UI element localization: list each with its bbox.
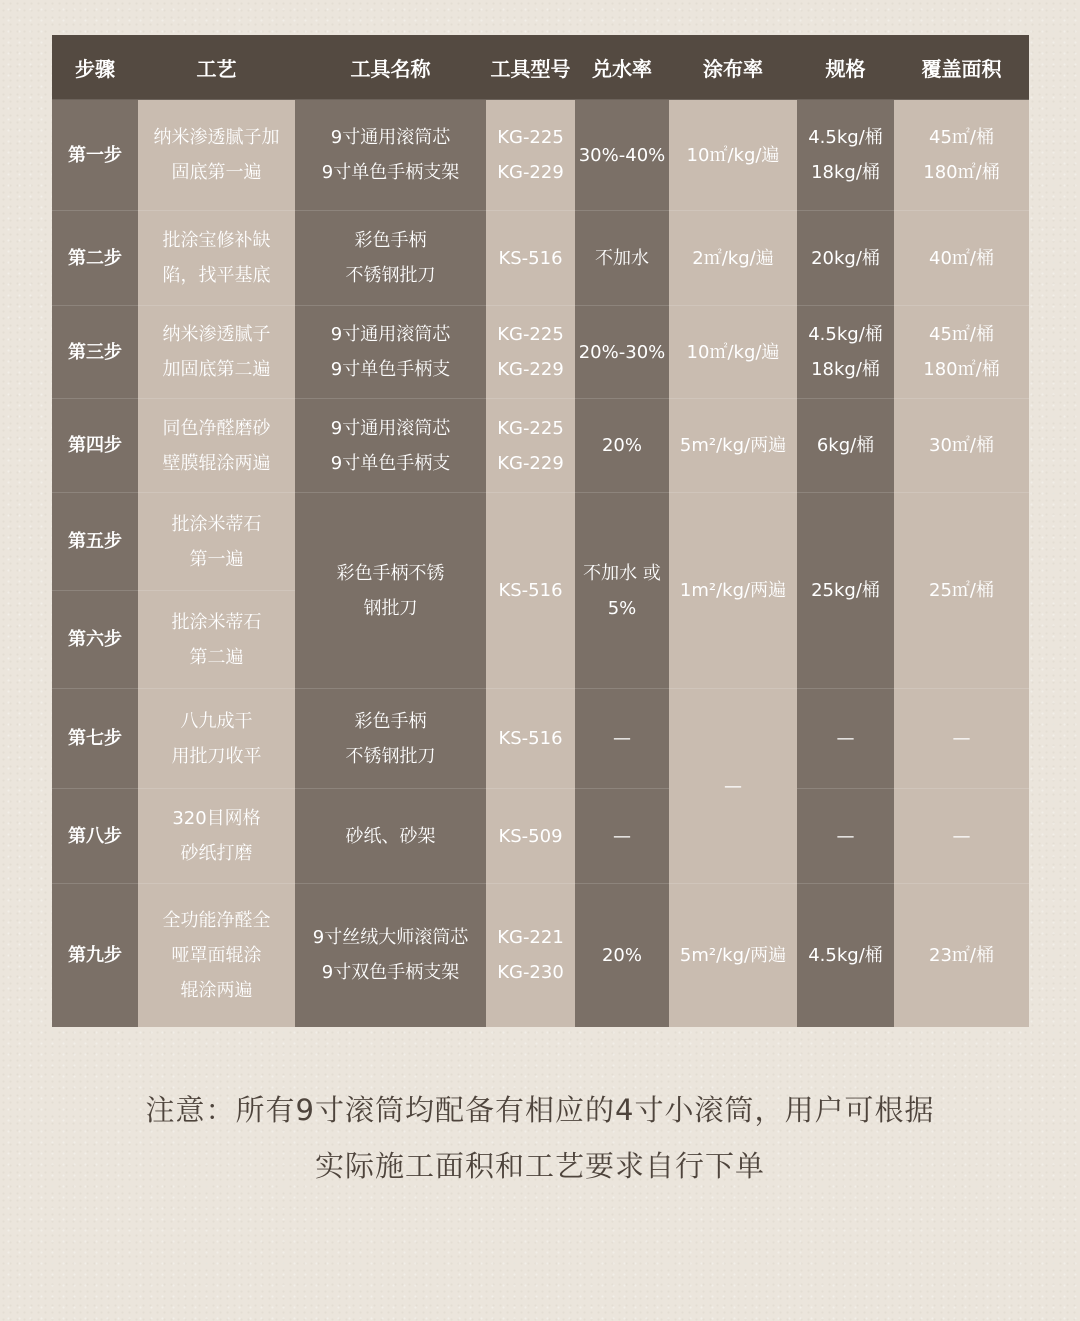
process-line: 纳米渗透腻子 [162, 324, 271, 345]
tool-line: 9寸单色手柄支架 [321, 162, 460, 183]
spec-cell: 6kg/桶 [797, 399, 894, 493]
step-cell: 第二步 [52, 211, 138, 306]
process-line: 辊涂两遍 [180, 979, 253, 1001]
spec-cell [797, 100, 894, 211]
water-cell: 30%-40% [575, 100, 669, 211]
table-row [52, 306, 1029, 399]
table-row [52, 493, 1029, 591]
header-step: 步骤 [52, 35, 138, 100]
tool-line: 彩色手柄不锈 [336, 562, 445, 584]
step-cell: 第八步 [52, 789, 138, 884]
table-row [52, 789, 1029, 884]
table-row [52, 689, 1029, 789]
tool-line: 不锈钢批刀 [345, 265, 436, 286]
spec-cell: — [797, 789, 894, 884]
tool-cell: 砂纸、砂架 [295, 789, 486, 884]
header-process: 工艺 [138, 35, 295, 100]
tool-line: 彩色手柄 [354, 230, 427, 251]
model-line: KG-221 [497, 927, 564, 949]
water-cell: 20% [575, 399, 669, 493]
area-cell [894, 100, 1029, 211]
tool-line: 9寸通用滚筒芯 [330, 324, 451, 345]
tool-line: 彩色手柄 [354, 710, 427, 732]
tool-cell [295, 399, 486, 493]
tool-line: 9寸丝绒大师滚筒芯 [312, 927, 469, 949]
tool-cell [295, 493, 486, 689]
step-cell: 第七步 [52, 689, 138, 789]
spec-cell: 4.5kg/桶 [797, 884, 894, 1027]
table-row [52, 884, 1029, 1027]
process-line: 第一遍 [189, 548, 244, 570]
rate-cell: 5m²/kg/两遍 [669, 884, 797, 1027]
model-cell [486, 306, 575, 399]
step-cell: 第九步 [52, 884, 138, 1027]
model-line: KG-225 [497, 127, 564, 148]
model-line: KG-230 [497, 962, 564, 984]
area-line: 180㎡/桶 [923, 162, 1000, 183]
spec-line: 18kg/桶 [811, 359, 880, 380]
area-cell: 25㎡/桶 [894, 493, 1029, 689]
note-line: 实际施工面积和工艺要求自行下单 [314, 1149, 765, 1183]
header-coverage-rate: 涂布率 [669, 35, 797, 100]
tool-cell [295, 100, 486, 211]
water-cell: — [575, 789, 669, 884]
area-cell: 23㎡/桶 [894, 884, 1029, 1027]
water-cell: — [575, 689, 669, 789]
tool-line: 9寸通用滚筒芯 [330, 417, 451, 439]
model-cell: KS-516 [486, 493, 575, 689]
rate-cell: 1m²/kg/两遍 [669, 493, 797, 689]
model-cell [486, 884, 575, 1027]
model-line: KG-229 [497, 162, 564, 183]
rate-cell: 5m²/kg/两遍 [669, 399, 797, 493]
model-line: KG-225 [497, 417, 564, 439]
model-cell [486, 100, 575, 211]
header-tool-name: 工具名称 [295, 35, 486, 100]
process-cell [138, 493, 295, 591]
header-coverage-area: 覆盖面积 [894, 35, 1029, 100]
process-cell [138, 689, 295, 789]
process-table [52, 35, 1029, 1027]
spec-line: 4.5kg/桶 [808, 324, 883, 345]
process-line: 第二遍 [189, 646, 244, 668]
area-line: 45㎡/桶 [929, 127, 994, 148]
process-cell [138, 789, 295, 884]
process-line: 陷，找平基底 [162, 265, 271, 286]
process-line: 八九成干 [180, 710, 253, 732]
model-line: KG-229 [497, 452, 564, 474]
area-cell: — [894, 689, 1029, 789]
tool-line: 9寸双色手柄支架 [321, 962, 460, 984]
process-cell [138, 399, 295, 493]
water-cell: 20%-30% [575, 306, 669, 399]
tool-line: 9寸单色手柄支 [330, 359, 451, 380]
process-line: 哑罩面辊涂 [171, 944, 262, 966]
area-line: 45㎡/桶 [929, 324, 994, 345]
water-cell: 不加水 [575, 211, 669, 306]
rate-cell: 2㎡/kg/遍 [669, 211, 797, 306]
process-line: 320目网格 [172, 808, 261, 829]
header-water-ratio: 兑水率 [575, 35, 669, 100]
rate-cell: 10㎡/kg/遍 [669, 306, 797, 399]
spec-line: 18kg/桶 [811, 162, 880, 183]
model-line: KG-225 [497, 324, 564, 345]
model-cell [486, 399, 575, 493]
area-cell: 40㎡/桶 [894, 211, 1029, 306]
process-line: 砂纸打磨 [180, 843, 253, 864]
process-line: 壁膜辊涂两遍 [162, 452, 271, 474]
spec-cell: — [797, 689, 894, 789]
water-cell: 不加水 或5% [575, 493, 669, 689]
area-cell [894, 306, 1029, 399]
process-cell [138, 100, 295, 211]
tool-cell [295, 211, 486, 306]
process-line: 批涂宝修补缺 [162, 230, 271, 251]
process-cell [138, 211, 295, 306]
process-line: 全功能净醛全 [162, 909, 271, 931]
tool-cell [295, 689, 486, 789]
rate-cell: 10㎡/kg/遍 [669, 100, 797, 211]
process-line: 同色净醛磨砂 [162, 417, 271, 439]
header-row [52, 35, 1029, 100]
model-cell: KS-516 [486, 211, 575, 306]
rate-cell: — [669, 689, 797, 884]
note-line: 注意：所有9寸滚筒均配备有相应的4寸小滚筒，用户可根据 [145, 1093, 935, 1127]
table-row [52, 399, 1029, 493]
tool-line: 钢批刀 [363, 597, 418, 619]
process-line: 批涂米蒂石 [171, 611, 262, 633]
step-cell: 第一步 [52, 100, 138, 211]
process-line: 固底第一遍 [171, 162, 262, 183]
spec-cell: 25kg/桶 [797, 493, 894, 689]
spec-cell: 20kg/桶 [797, 211, 894, 306]
tool-line: 不锈钢批刀 [345, 745, 436, 767]
step-cell: 第四步 [52, 399, 138, 493]
tool-line: 9寸单色手柄支 [330, 452, 451, 474]
header-spec: 规格 [797, 35, 894, 100]
process-line: 用批刀收平 [171, 745, 262, 767]
spec-line: 4.5kg/桶 [808, 127, 883, 148]
tool-cell [295, 306, 486, 399]
order-note [0, 1082, 1080, 1194]
process-line: 加固底第二遍 [162, 359, 271, 380]
tool-line: 9寸通用滚筒芯 [330, 127, 451, 148]
tool-cell [295, 884, 486, 1027]
step-cell: 第六步 [52, 591, 138, 689]
table-row [52, 211, 1029, 306]
process-cell [138, 306, 295, 399]
area-cell: — [894, 789, 1029, 884]
water-cell: 20% [575, 884, 669, 1027]
table-row [52, 100, 1029, 211]
process-line: 批涂米蒂石 [171, 513, 262, 535]
process-cell [138, 884, 295, 1027]
step-cell: 第五步 [52, 493, 138, 591]
process-cell [138, 591, 295, 689]
header-tool-model: 工具型号 [486, 35, 575, 100]
area-line: 180㎡/桶 [923, 359, 1000, 380]
step-cell: 第三步 [52, 306, 138, 399]
model-cell: KS-509 [486, 789, 575, 884]
area-cell: 30㎡/桶 [894, 399, 1029, 493]
process-line: 纳米渗透腻子加 [153, 127, 280, 148]
model-line: KG-229 [497, 359, 564, 380]
model-cell: KS-516 [486, 689, 575, 789]
spec-cell [797, 306, 894, 399]
